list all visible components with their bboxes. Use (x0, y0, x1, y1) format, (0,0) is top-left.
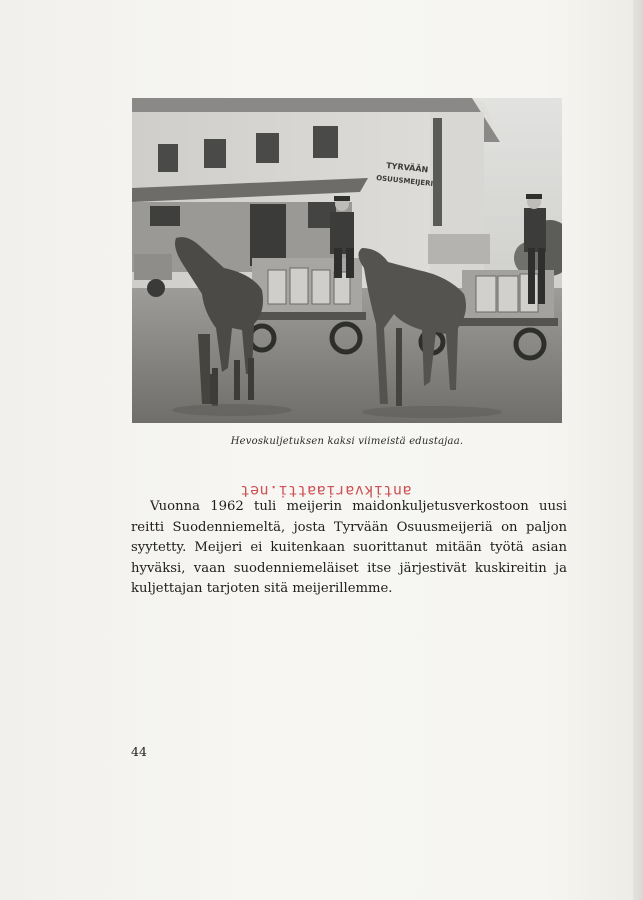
page-number: 44 (131, 744, 147, 759)
photo-caption: Hevoskuljetuksen kaksi viimeistä edustajaa. (230, 436, 464, 447)
dairy-photo (132, 98, 562, 423)
page-edge (633, 0, 643, 900)
building-sign-top: TYRVÄÄN (385, 161, 429, 175)
watermark: antikvariaatti.net (240, 482, 412, 500)
building-sign-bottom: OSUUSMEIJERI (375, 174, 434, 188)
body-paragraph: Vuonna 1962 tuli meijerin maidonkuljetusverkostoon uusi reitti Suodenniemeltä, josta Tyrvään Osuusmeijeriä on paljon syytetty. Meijeri ei kuitenkaan suorittanut mitään työtä asian hyväksi, vaan suodenniemeläiset itse järjestivät kuskireitin ja kuljettajan tarjoten sitä meijerillemme. (131, 499, 567, 596)
